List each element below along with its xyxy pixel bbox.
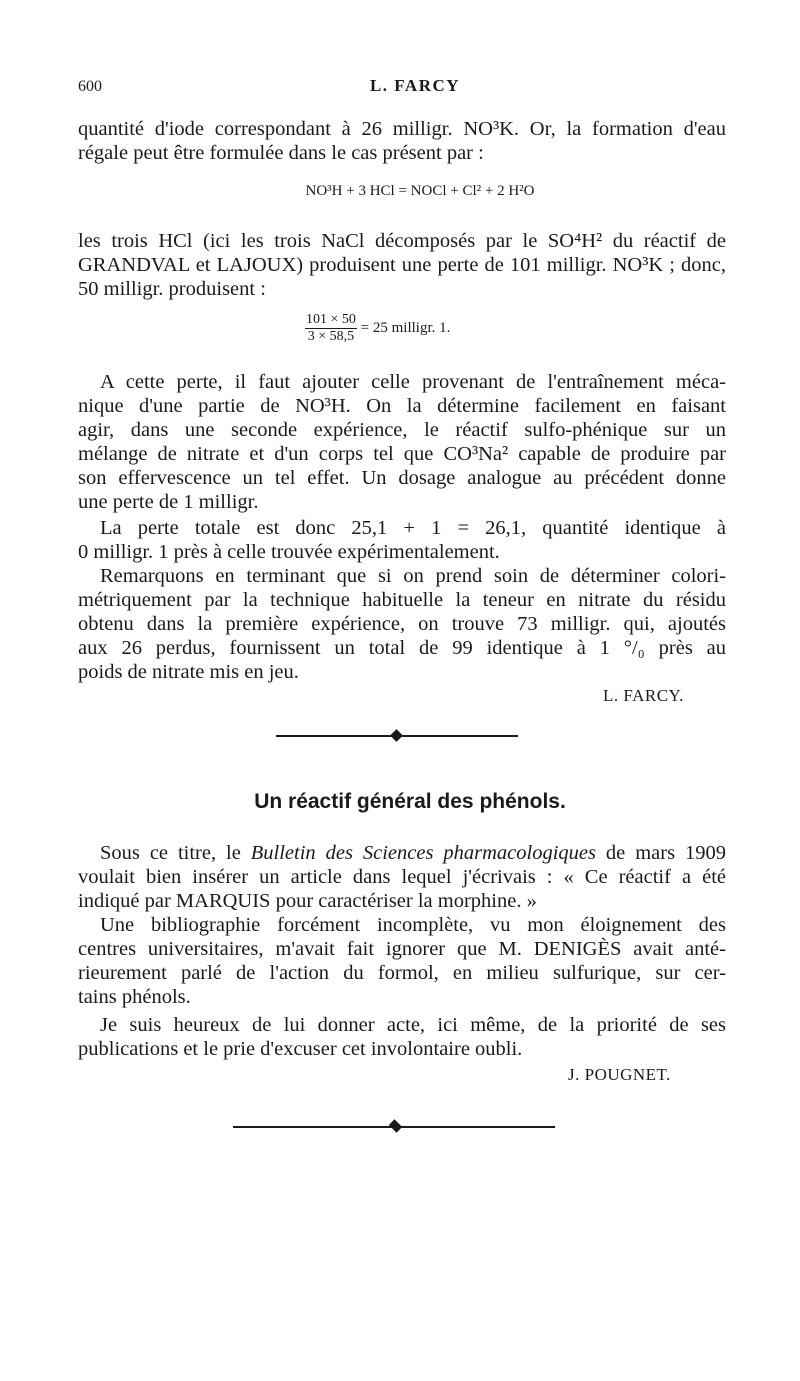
diamond-ornament-icon (390, 729, 403, 742)
ornament-divider-2 (233, 1121, 555, 1133)
text-line: rieurement parlé de l'action du formol, en milieu sulfurique, sur cer- (78, 962, 726, 984)
text-line: son effervescence un tel effet. Un dosage analogue au précédent donne (78, 467, 726, 489)
text-line: nique d'une partie de NO³H. On la détermine facilement en faisant (78, 395, 726, 417)
text-line: Sous ce titre, le Bulletin des Sciences pharmacologiques de mars 1909 (100, 842, 726, 864)
text-line: poids de nitrate mis en jeu. (78, 661, 299, 683)
text-line: métriquement par la technique habituelle la teneur en nitrate du résidu (78, 589, 726, 611)
diamond-ornament-icon (389, 1119, 402, 1132)
fraction-denominator: 3 × 58,5 (307, 329, 355, 344)
text-line: régale peut être formulée dans le cas présent par : (78, 142, 484, 164)
text-line: Remarquons en terminant que si on prend soin de déterminer colori- (100, 565, 726, 587)
equation-aqua-regia: NO³H + 3 HCl = NOCl + Cl² + 2 H²O (305, 183, 535, 199)
fraction-result: = 25 milligr. 1. (360, 320, 451, 336)
signature-farcy: L. FARCY. (603, 686, 684, 705)
fraction-numerator: 101 × 50 (306, 312, 356, 327)
text-line: Je suis heureux de lui donner acte, ici même, de la priorité de ses (100, 1014, 726, 1036)
text-line: A cette perte, il faut ajouter celle provenant de l'entraînement méca- (100, 371, 726, 393)
paragraph-1 (78, 117, 726, 165)
text-line: indiqué par MARQUIS pour caractériser la morphine. » (78, 890, 537, 912)
equation-fraction (305, 312, 450, 345)
text-line: 50 milligr. produisent : (78, 278, 266, 300)
text-line: La perte totale est donc 25,1 + 1 = 26,1, quantité identique à (100, 517, 726, 539)
ornament-divider-1 (276, 730, 518, 742)
text-line: 0 milligr. 1 près à celle trouvée expérimentalement. (78, 541, 500, 563)
page-number: 600 (78, 78, 102, 95)
paragraph-5 (78, 564, 726, 684)
text-line: GRANDVAL et LAJOUX) produisent une perte de 101 milligr. NO³K ; donc, (78, 254, 726, 276)
journal-title: Bulletin des Sciences pharmacologiques (250, 842, 596, 864)
paragraph-7 (78, 913, 726, 1009)
text-line: les trois HCl (ici les trois NaCl décomposés par le SO⁴H² du réactif de (78, 230, 726, 252)
signature-pougnet: J. POUGNET. (568, 1065, 671, 1084)
paragraph-2 (78, 229, 726, 301)
running-title: L. FARCY (369, 76, 461, 95)
text-line: publications et le prie d'excuser cet involontaire oubli. (78, 1038, 523, 1060)
text-line: aux 26 perdus, fournissent un total de 99 identique à 1 °/₀ près au (78, 637, 726, 659)
text-line: centres universitaires, m'avait fait ignorer que M. DENIGÈS avait anté- (78, 938, 726, 960)
text-line: tains phénols. (78, 986, 191, 1008)
text-line: mélange de nitrate et d'un corps tel que CO³Na² capable de produire par (78, 443, 726, 465)
section-title: Un réactif général des phénols. (254, 790, 566, 813)
paragraph-3 (78, 370, 726, 514)
text-line: obtenu dans la première expérience, on trouve 73 milligr. qui, ajoutés (78, 613, 726, 635)
text-line: agir, dans une seconde expérience, le réactif sulfo-phénique sur un (78, 419, 726, 441)
text-line: Une bibliographie forcément incomplète, vu mon éloignement des (100, 914, 726, 936)
text-line: une perte de 1 milligr. (78, 491, 259, 513)
text-line: quantité d'iode correspondant à 26 milligr. NO³K. Or, la formation d'eau (78, 118, 726, 140)
paragraph-8 (78, 1013, 726, 1061)
fraction (305, 312, 357, 345)
text-line: voulait bien insérer un article dans lequel j'écrivais : « Ce réactif a été (78, 866, 726, 888)
paragraph-6 (78, 841, 726, 913)
paragraph-4 (78, 516, 726, 564)
